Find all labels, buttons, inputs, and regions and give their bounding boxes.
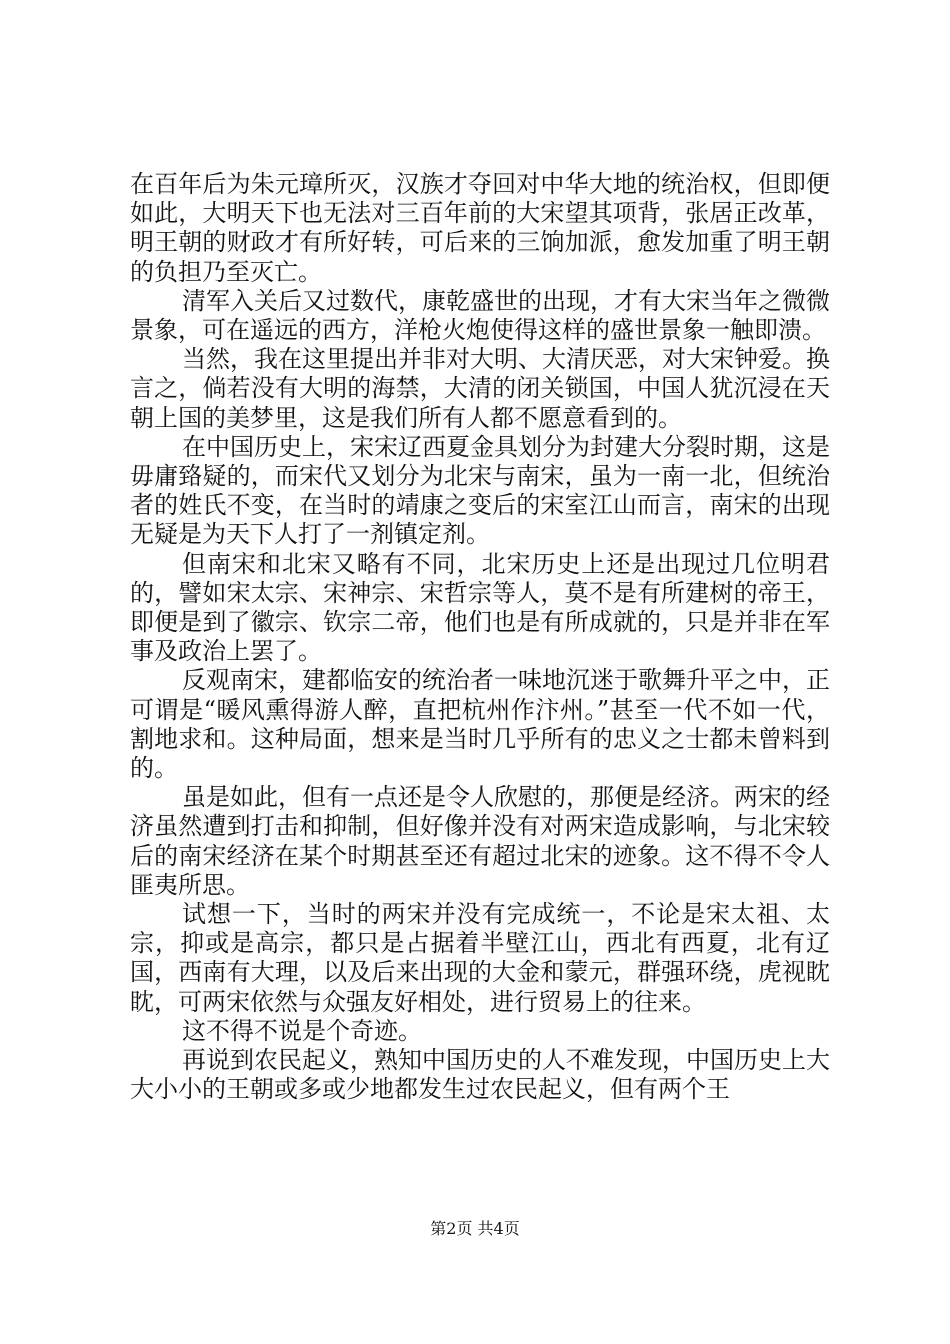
paragraph-2: 清军入关后又过数代，康乾盛世的出现，才有大宋当年之微微景象，可在遥远的西方，洋枪火炮使得这样的盛世景象一触即溃。 xyxy=(130,286,830,345)
paragraph-1: 在百年后为朱元璋所灭，汉族才夺回对中华大地的统治权，但即便如此，大明天下也无法对三百年前的大宋望其项背，张居正改革，明王朝的财政才有所好转，可后来的三饷加派，愈发加重了明王朝的负担乃至灭亡。 xyxy=(130,170,830,286)
paragraph-9: 这不得不说是个奇迹。 xyxy=(182,1016,422,1045)
document-body xyxy=(130,170,830,1105)
paragraph-4: 在中国历史上，宋宋辽西夏金具划分为封建大分裂时期，这是毋庸臵疑的，而宋代又划分为北宋与南宋，虽为一南一北，但统治者的姓氏不变，在当时的靖康之变后的宋室江山而言，南宋的出现无疑是为天下人打了一剂镇定剂。 xyxy=(130,432,830,549)
paragraph-8: 试想一下，当时的两宋并没有完成统一，不论是宋太祖、太宗，抑或是高宗，都只是占据着半壁江山，西北有西夏，北有辽国，西南有大理，以及后来出现的大金和蒙元，群强环绕，虎视眈眈，可两宋依然与众强友好相处，进行贸易上的往来。 xyxy=(130,900,830,1016)
paragraph-3: 当然，我在这里提出并非对大明、大清厌恶，对大宋钟爱。换言之，倘若没有大明的海禁，大清的闭关锁国，中国人犹沉浸在天朝上国的美梦里，这是我们所有人都不愿意看到的。 xyxy=(130,345,830,432)
page-number-footer: 第2页 共4页 xyxy=(430,1219,520,1238)
paragraph-7: 虽是如此，但有一点还是令人欣慰的，那便是经济。两宋的经济虽然遭到打击和抑制，但好像并没有对两宋造成影响，与北宋较后的南宋经济在某个时期甚至还有超过北宋的迹象。这不得不令人匪夷所思。 xyxy=(130,783,830,899)
paragraph-10: 再说到农民起义，熟知中国历史的人不难发现，中国历史上大大小小的王朝或多或少地都发生过农民起义，但有两个王 xyxy=(130,1046,830,1104)
paragraph-6: 反观南宋，建都临安的统治者一味地沉迷于歌舞升平之中，正可谓是“暖风熏得游人醉，直把杭州作汴州。”甚至一代不如一代，割地求和。这种局面，想来是当时几乎所有的忠义之士都未曾料到的。 xyxy=(130,666,830,783)
paragraph-5: 但南宋和北宋又略有不同，北宋历史上还是出现过几位明君的，譬如宋太宗、宋神宗、宋哲宗等人，莫不是有所建树的帝王，即便是到了徽宗、钦宗二帝，他们也是有所成就的，只是并非在军事及政治上罢了。 xyxy=(130,549,830,666)
